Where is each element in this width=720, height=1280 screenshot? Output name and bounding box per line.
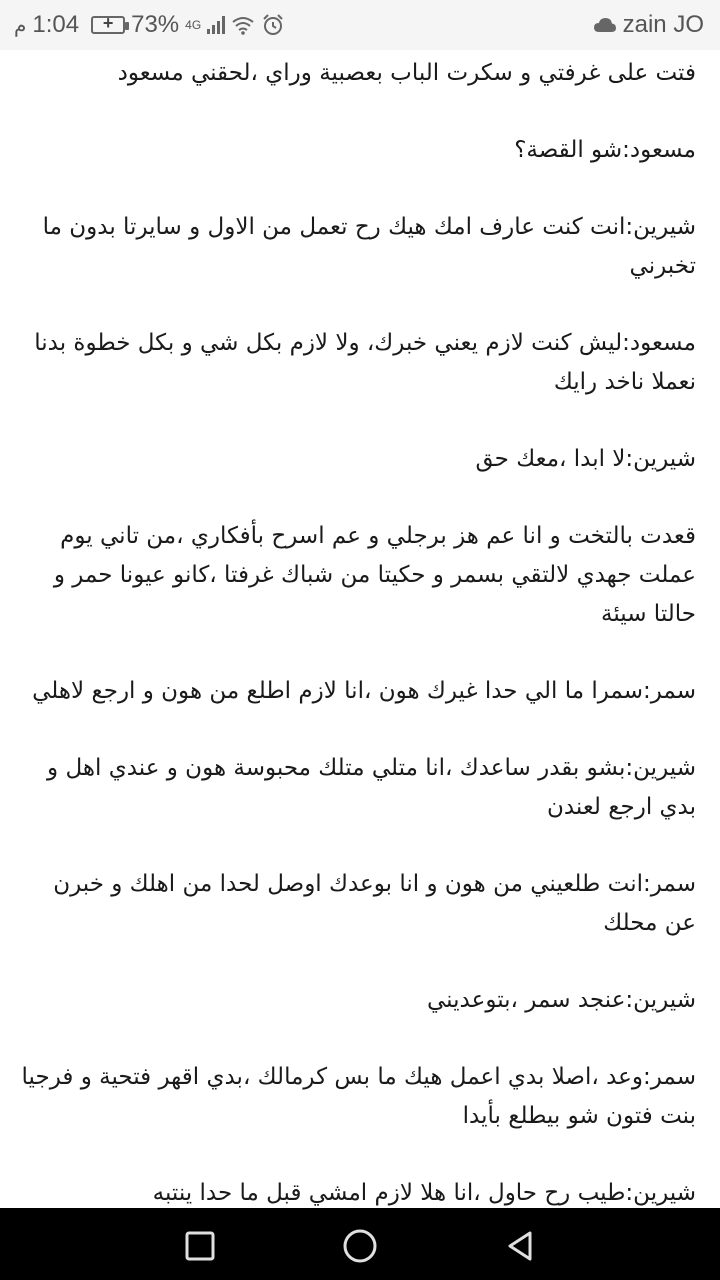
network-type: 4G	[185, 18, 202, 32]
paragraph: سمر:سمرا ما الي حدا غيرك هون ،انا لازم اطلع من هون و ارجع لاهلي	[32, 678, 696, 704]
paragraph: مسعود:ليش كنت لازم يعني خبرك، ولا لازم بكل شي و بكل خطوة بدنا نعملا ناخد رايك	[34, 330, 696, 395]
back-triangle-icon	[504, 1230, 536, 1262]
alarm-icon	[261, 13, 285, 37]
back-button[interactable]	[500, 1226, 540, 1266]
paragraph: شيرين:لا ابدا ،معك حق	[475, 446, 696, 472]
status-bar	[0, 0, 720, 50]
circle-icon	[342, 1228, 378, 1264]
clock: 1:04	[32, 11, 80, 38]
navigation-bar	[0, 1208, 720, 1280]
recents-button[interactable]	[180, 1226, 220, 1266]
story-text	[0, 50, 720, 1208]
paragraph: شيرين:بشو بقدر ساعدك ،انا متلي متلك محبوسة هون و عندي اهل و بدي ارجع لعندن	[47, 755, 696, 820]
paragraph: شيرين:انت كنت عارف امك هيك رح تعمل من الاول و سايرتا بدون ما تخبرني	[42, 214, 696, 279]
ampm-label: م	[14, 14, 27, 37]
status-left	[14, 11, 285, 39]
paragraph: سمر:انت طلعيني من هون و انا بوعدك اوصل لحدا من اهلك و خبرن عن محلك	[53, 871, 696, 936]
status-right	[593, 11, 704, 39]
signal-icon	[207, 16, 225, 34]
battery-charging-icon: +	[91, 16, 125, 34]
paragraph: مسعود:شو القصة؟	[514, 137, 696, 163]
paragraph: شيرين:طيب رح حاول ،انا هلا لازم امشي قبل ما حدا ينتبه	[152, 1180, 696, 1206]
carrier-name: zain JO	[622, 11, 704, 38]
cloud-icon	[593, 17, 617, 33]
paragraph: سمر:وعد ،اصلا بدي اعمل هيك ما بس كرمالك ،بدي اقهر فتحية و فرجيا بنت فتون شو بيطلع بأيدا	[21, 1064, 696, 1129]
paragraph: شيرين:عنجد سمر ،بتوعديني	[427, 987, 696, 1013]
battery-percent: 73%	[131, 11, 180, 38]
square-icon	[184, 1230, 216, 1262]
paragraph: فتت على غرفتي و سكرت الباب بعصبية وراي ،لحقني مسعود	[117, 60, 696, 86]
home-button[interactable]	[340, 1226, 380, 1266]
wifi-icon	[231, 15, 255, 35]
paragraph: قعدت بالتخت و انا عم هز برجلي و عم اسرح بأفكاري ،من تاني يوم عملت جهدي لالتقي بسمر و حكيتا من شباك غرفتا ،كانو عيونا حمر و حالتا سيئة	[53, 523, 696, 627]
